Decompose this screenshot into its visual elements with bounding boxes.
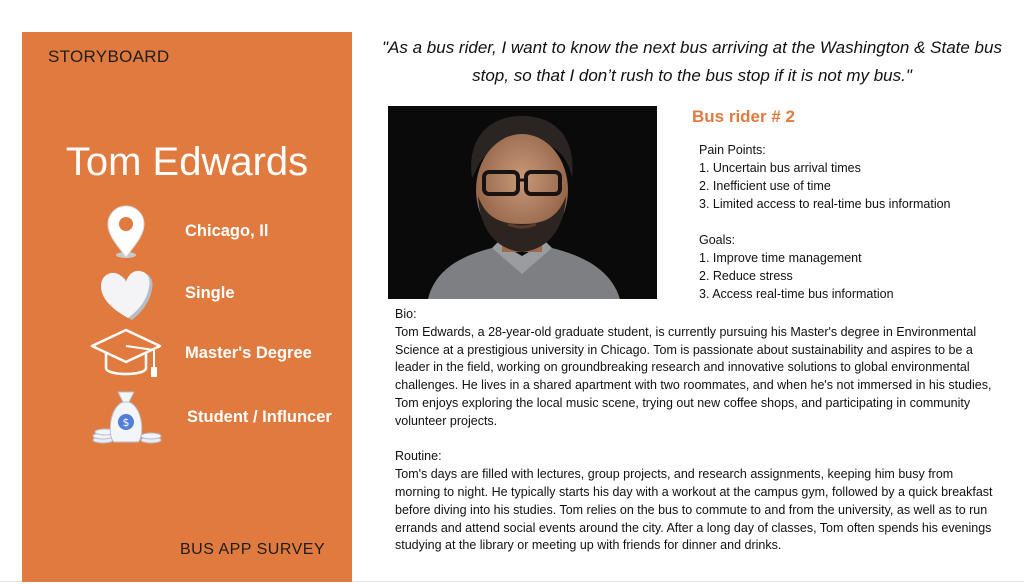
pain-point-item: 1. Uncertain bus arrival times [699, 161, 861, 175]
bio-heading: Bio: [395, 307, 417, 321]
storyboard-panel [22, 32, 352, 582]
graduation-cap-icon [88, 324, 164, 384]
attribute-label: Single [185, 284, 235, 302]
storyboard-header: STORYBOARD [48, 47, 170, 66]
attribute-location [22, 202, 352, 262]
spacer [699, 213, 1019, 231]
bio-section [395, 306, 995, 555]
persona-photo [388, 106, 657, 299]
goal-item: 3. Access real-time bus information [699, 287, 894, 301]
persona-name: Tom Edwards [65, 140, 309, 184]
pain-point-item: 3. Limited access to real-time bus information [699, 197, 951, 211]
goal-item: 1. Improve time management [699, 251, 862, 265]
goal-item: 2. Reduce stress [699, 269, 793, 283]
attribute-occupation [22, 388, 352, 448]
bio-text: Tom Edwards, a 28-year-old graduate student, is currently pursuing his Master's degree in Environmental Science at a prestigious university in Chicago. Tom is passionate about sustainability and aspires to be a leader in the field, working on groundbreaking research and innovative solutions to global environmental challenges. He lives in a shared apartment with two roommates, and when he's not immersed in his studies, Tom enjoys exploring the local music scene, trying out new coffee shops, and participating in community volunteer projects. [395, 324, 992, 428]
pain-points-heading: Pain Points: [699, 143, 766, 157]
attribute-education [22, 324, 352, 384]
heart-icon [88, 264, 164, 324]
spacer [395, 431, 995, 449]
svg-text:$: $ [122, 416, 130, 429]
rider-title: Bus rider # 2 [692, 107, 795, 126]
pain-point-item: 2. Inefficient use of time [699, 179, 831, 193]
attribute-label: Student / Influncer [187, 408, 332, 426]
money-bag-icon [88, 388, 164, 448]
goals-heading: Goals: [699, 233, 736, 247]
routine-heading: Routine: [395, 449, 442, 464]
attribute-label: Chicago, Il [185, 222, 269, 240]
attribute-relationship [22, 264, 352, 324]
user-story-quote: "As a bus rider, I want to know the next bus arriving at the Washington & State bus stop, so that I don’t rush to the bus stop if it is not my bus." [382, 38, 1002, 85]
location-pin-icon [88, 202, 164, 262]
routine-text: Tom's days are filled with lectures, group projects, and research assignments, keeping him busy from morning to night. He typically starts his day with a workout at the campus gym, followed by a quick breakfast before diving into his studies. Tom relies on the bus to commute to and from the university, as well as to run errands and attend social events around the city. After a long day of classes, Tom often spends his evenings studying at the library or meeting up with friends for dinner and drinks. [395, 467, 993, 553]
survey-footer: BUS APP SURVEY [180, 541, 326, 558]
attribute-label: Master's Degree [185, 344, 312, 362]
pain-points-and-goals [699, 141, 1019, 303]
